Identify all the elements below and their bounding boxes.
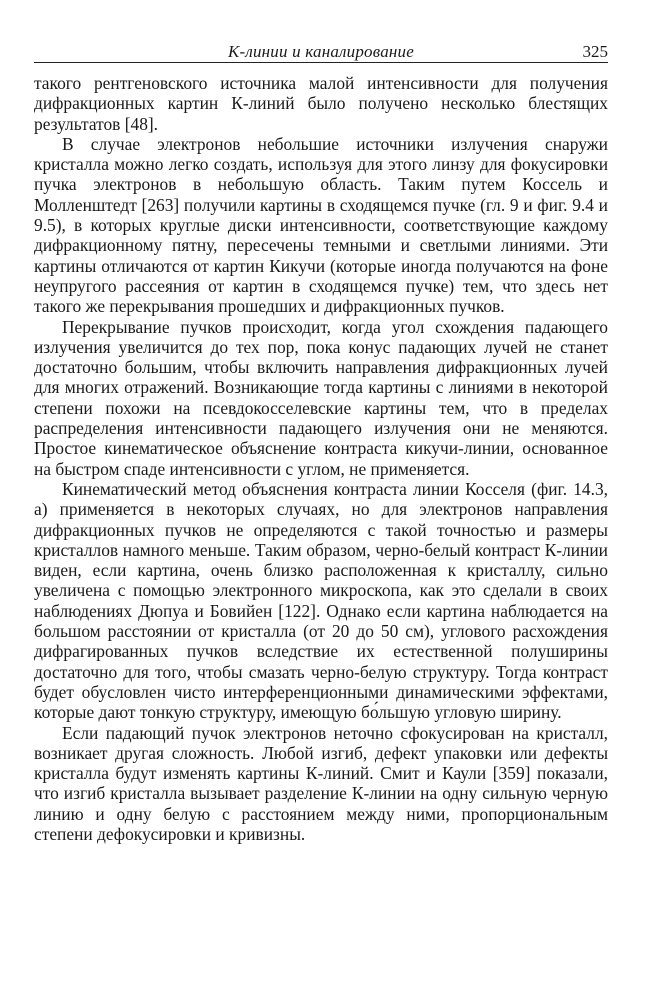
body-text [34,73,608,844]
page-header [34,38,608,63]
page-number: 325 [582,42,608,61]
paragraph-5: Если падающий пучок электронов неточно сфокусирован на кристалл, возникает другая сложность. Любой изгиб, дефект упаковки или дефекты кристалла будут изменять картины К-линий. Смит и Каули [359] показали, что изгиб кристалла вызывает разделение К-линии на одну сильную черную линию и одну белую с расстоянием между ними, пропорциональным степени дефокусировки и кривизны. [34,722,608,844]
paragraph-2: В случае электронов небольшие источники излучения снаружи кристалла можно легко создать, используя для этого линзу для фокусировки пучка электронов в небольшую область. Таким путем Коссель и Молленштедт [263] получили картины в сходящемся пучке (гл. 9 и фиг. 9.4 и 9.5), в которых круглые диски интенсивности, соответствующие каждому дифракционному пятну, пересечены темными и светлыми линиями. Эти картины отличаются от картин Кикучи (которые иногда получаются на фоне неупругого рассеяния от картин в сходящемся пучке) тем, что здесь нет такого же перекрывания прошедших и дифракционных пучков. [34,133,608,317]
paragraph-3: Перекрывание пучков происходит, когда угол схождения падающего излучения увеличится до тех пор, пока конус падающих лучей не станет достаточно большим, чтобы включить направления дифракционных лучей для многих отражений. Возникающие тогда картины с линиями в некоторой степени похожи на псевдокосселевские картины тем, что в пределах распределения интенсивности падающего излучения они не меняются. Простое кинематическое объяснение контраста кикучи-линии, основанное на быстром спаде интенсивности с углом, не применяется. [34,316,608,479]
paragraph-4: Кинематический метод объяснения контраста линии Косселя (фиг. 14.3, а) применяется в некоторых случаях, но для электронов направления дифракционных пучков не определяются с такой точностью и размеры кристаллов намного меньше. Таким образом, черно-белый контраст К-линии виден, если картина, очень близко расположенная к кристаллу, сильно увеличена с помощью электронного микроскопа, как это сделали в своих наблюдениях Дюпуа и Бовийен [122]. Однако если картина наблюдается на большом расстоянии от кристалла (от 20 до 50 см), углового расхождения дифрагированных пучков вследствие их естественной полуширины достаточно для того, чтобы смазать черно-белую структуру. Тогда контраст будет обусловлен чисто интерференционными динамическими эффектами, которые дают тонкую структуру, имеющую бо́льшую угловую ширину. [34,478,608,723]
running-title: К-линии и каналирование [227,42,414,61]
book-page [34,38,608,844]
paragraph-1: такого рентгеновского источника малой интенсивности для получения дифракционных картин К-линий было получено несколько блестящих результатов [48]. [34,73,608,134]
